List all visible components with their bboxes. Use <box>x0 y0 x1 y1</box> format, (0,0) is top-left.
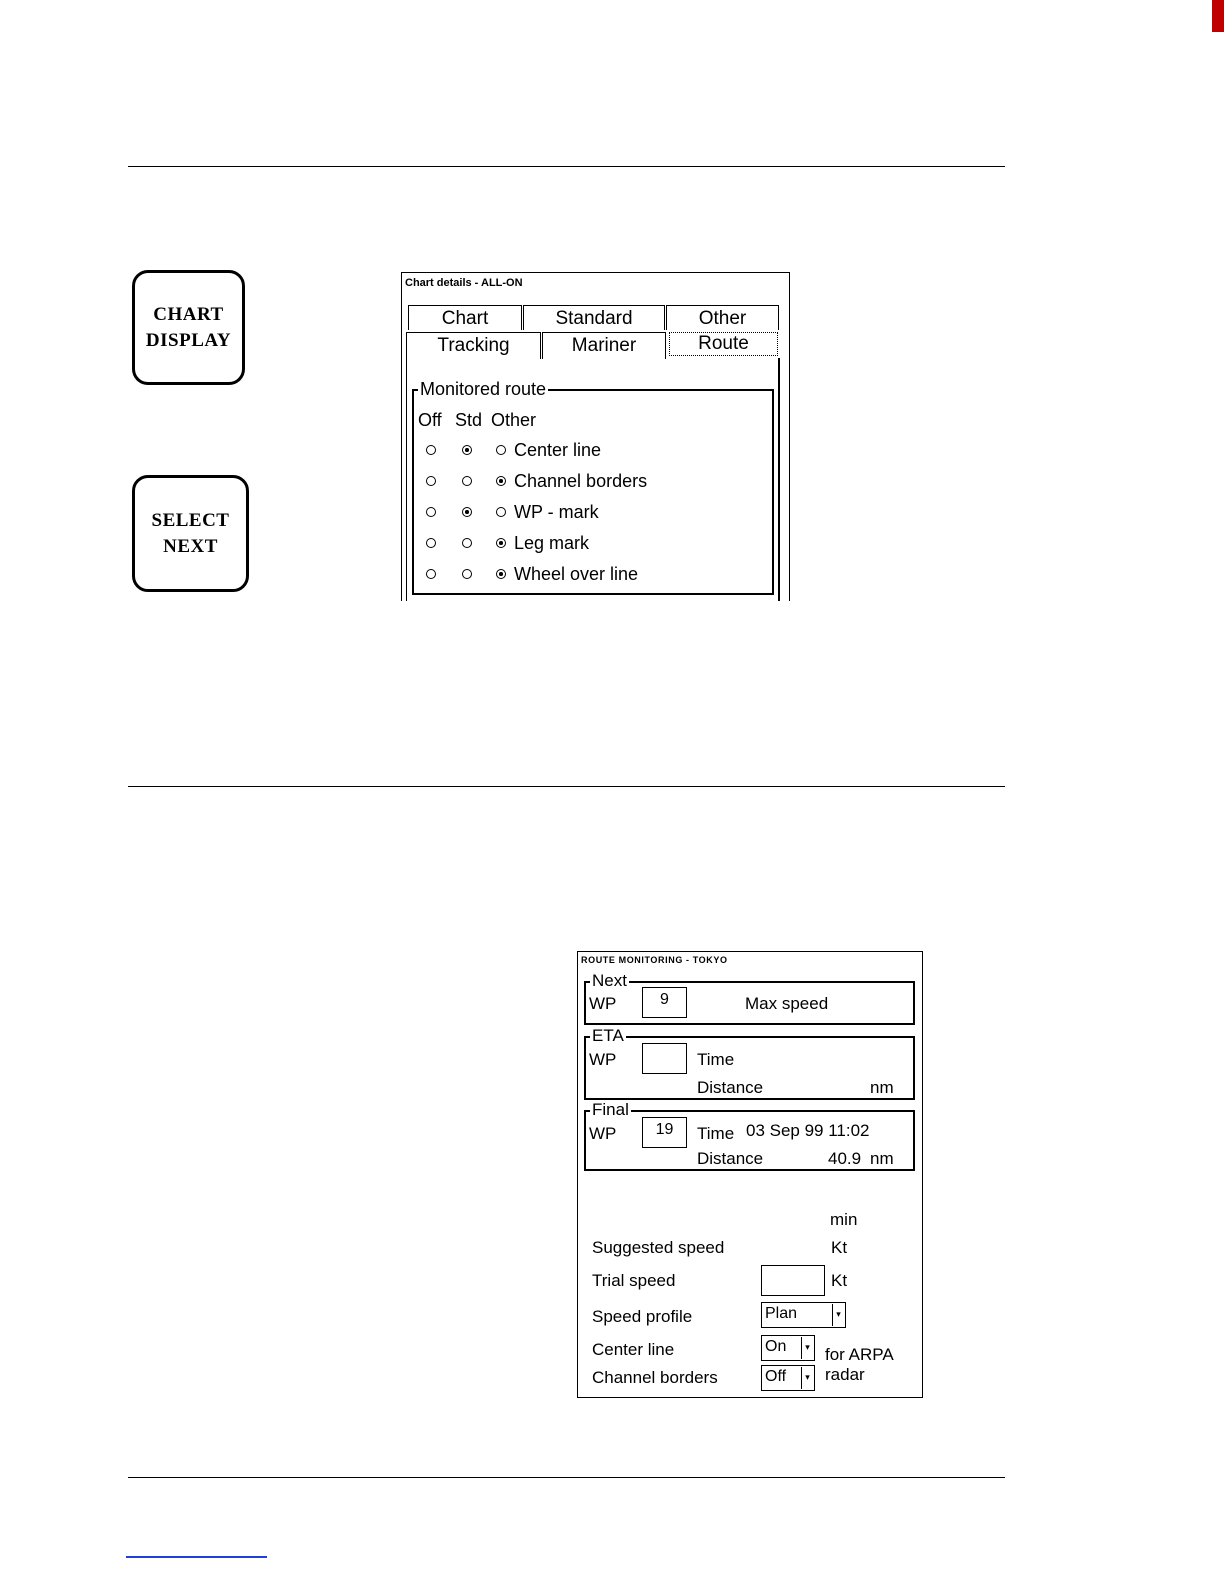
tab-route[interactable]: Route <box>669 332 778 356</box>
suggested-speed-unit: Kt <box>831 1238 848 1257</box>
chevron-down-icon: ▾ <box>801 1367 813 1389</box>
center-line-label: Center line <box>514 440 602 460</box>
final-time-label: Time <box>697 1124 735 1143</box>
leg-mark-other-radio[interactable] <box>496 538 506 548</box>
channel-borders-setting-label: Channel borders <box>592 1368 718 1387</box>
next-group-label: Next <box>592 971 627 990</box>
center-line-select[interactable] <box>761 1335 815 1361</box>
eta-time-label: Time <box>697 1050 735 1069</box>
center-line-std-radio[interactable] <box>462 445 472 455</box>
trial-speed-label: Trial speed <box>592 1271 676 1290</box>
channel-borders-other-radio[interactable] <box>496 476 506 486</box>
footer-link-underline <box>126 1556 267 1558</box>
chart-details-title: Chart details - ALL-ON <box>405 277 523 289</box>
wp-mark-label: WP - mark <box>514 502 599 522</box>
route-monitoring-title: ROUTE MONITORING - TOKYO <box>581 955 728 965</box>
divider-top <box>128 166 1005 167</box>
chevron-down-icon: ▾ <box>832 1304 844 1326</box>
channel-borders-off-radio[interactable] <box>426 476 436 486</box>
next-wp-label: WP <box>589 994 617 1013</box>
final-group-label: Final <box>592 1100 629 1119</box>
speed-profile-select[interactable] <box>761 1302 846 1328</box>
wheel-over-line-other-radio[interactable] <box>496 569 506 579</box>
next-wp-field[interactable]: 9 <box>642 987 687 1018</box>
select-next-key[interactable] <box>132 475 249 592</box>
leg-mark-off-radio[interactable] <box>426 538 436 548</box>
arpa-note-line2: radar <box>825 1365 865 1384</box>
final-distance-value: 40.9 <box>828 1149 862 1168</box>
eta-distance-label: Distance <box>697 1078 764 1097</box>
eta-wp-field[interactable] <box>642 1043 687 1074</box>
divider-bottom <box>128 1477 1005 1478</box>
max-speed-label: Max speed <box>745 994 829 1013</box>
final-wp-field[interactable]: 19 <box>642 1117 687 1148</box>
channel-borders-select[interactable] <box>761 1365 815 1391</box>
eta-wp-label: WP <box>589 1050 617 1069</box>
wheel-over-line-off-radio[interactable] <box>426 569 436 579</box>
select-next-key-line2: NEXT <box>163 535 218 557</box>
tab-other[interactable]: Other <box>666 305 779 330</box>
wp-mark-std-radio[interactable] <box>462 507 472 517</box>
tab-chart[interactable]: Chart <box>408 305 522 330</box>
column-off: Off <box>418 410 442 430</box>
suggested-speed-label: Suggested speed <box>592 1238 725 1257</box>
chevron-down-icon: ▾ <box>801 1337 813 1359</box>
wheel-over-line-label: Wheel over line <box>514 564 639 584</box>
eta-group-label: ETA <box>592 1026 624 1045</box>
monitored-route-label: Monitored route <box>420 379 547 399</box>
leg-mark-std-radio[interactable] <box>462 538 472 548</box>
trial-speed-field[interactable] <box>761 1265 825 1296</box>
wp-mark-off-radio[interactable] <box>426 507 436 517</box>
column-other: Other <box>491 410 537 430</box>
speed-profile-value: Plan <box>765 1305 798 1322</box>
final-distance-label: Distance <box>697 1149 764 1168</box>
speed-profile-label: Speed profile <box>592 1307 693 1326</box>
center-line-off-radio[interactable] <box>426 445 436 455</box>
channel-borders-label: Channel borders <box>514 471 648 491</box>
wp-mark-other-radio[interactable] <box>496 507 506 517</box>
chart-display-key-line2: DISPLAY <box>145 329 232 351</box>
chart-details-window <box>401 272 790 601</box>
trial-speed-unit: Kt <box>831 1271 848 1290</box>
arpa-note-line1: for ARPA <box>825 1345 894 1364</box>
eta-distance-unit: nm <box>870 1078 894 1097</box>
final-distance-unit: nm <box>870 1149 894 1168</box>
final-time-value: 03 Sep 99 11:02 <box>746 1121 870 1140</box>
chart-display-key-line1: CHART <box>153 303 224 325</box>
center-line-value: On <box>765 1338 787 1355</box>
channel-borders-std-radio[interactable] <box>462 476 472 486</box>
column-std: Std <box>455 410 483 430</box>
min-unit: min <box>830 1210 858 1229</box>
chart-display-key[interactable] <box>132 270 245 385</box>
select-next-key-line1: SELECT <box>151 509 230 531</box>
final-wp-label: WP <box>589 1124 617 1143</box>
tab-tracking[interactable]: Tracking <box>406 332 541 359</box>
page-edge-marker <box>1212 0 1224 32</box>
wheel-over-line-std-radio[interactable] <box>462 569 472 579</box>
tab-mariner[interactable]: Mariner <box>542 332 666 359</box>
divider-middle <box>128 786 1005 787</box>
channel-borders-value: Off <box>765 1368 787 1385</box>
center-line-setting-label: Center line <box>592 1340 675 1359</box>
center-line-other-radio[interactable] <box>496 445 506 455</box>
route-monitoring-window <box>577 951 923 1398</box>
tab-standard[interactable]: Standard <box>523 305 665 330</box>
leg-mark-label: Leg mark <box>514 533 590 553</box>
